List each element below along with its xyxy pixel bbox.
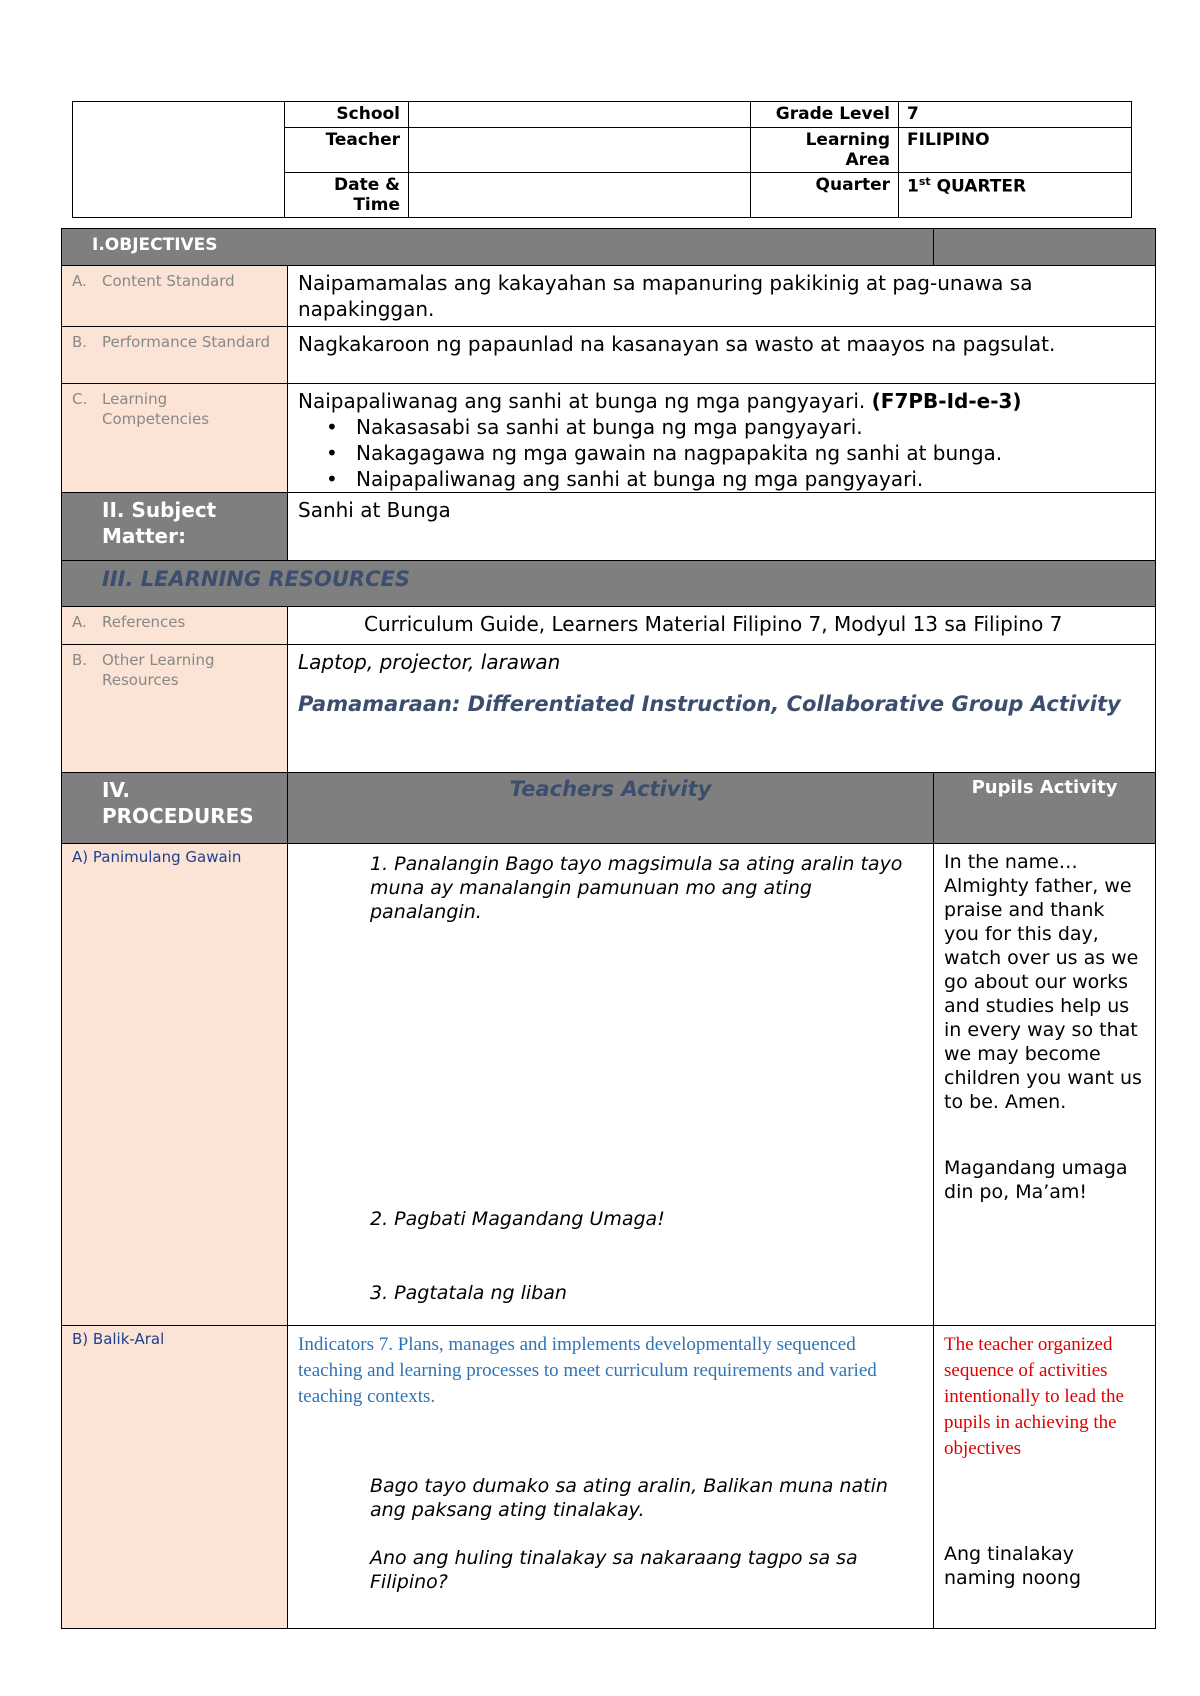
performance-standard-row: [62, 327, 1156, 384]
references-label: References: [102, 613, 186, 631]
content-standard-label: Content Standard: [102, 272, 235, 290]
pupil-prayer-text: In the name… Almighty father, we praise and thank you for this day, watch over us as we go about our works and studies help us in every way so that we may become children you want us to be. Amen.: [944, 851, 1142, 1113]
pupil-greeting-text: Magandang umaga din po, Ma’am!: [944, 1157, 1128, 1203]
other-resources-letter: B.: [72, 651, 88, 669]
panimulang-gawain-label: A) Panimulang Gawain: [72, 848, 242, 866]
learning-competencies-text: [288, 384, 1155, 414]
objectives-title: I.OBJECTIVES: [92, 235, 218, 255]
learning-resources-title: III. LEARNING RESOURCES: [102, 567, 410, 591]
performance-standard-letter: B.: [72, 333, 88, 351]
other-resources-text: Laptop, projector, larawan: [298, 650, 561, 674]
quarter-number: 1: [907, 176, 919, 197]
pupil-answer-text: Ang tinalakay naming noong: [944, 1543, 1082, 1589]
balik-aral-row: [62, 1326, 1156, 1629]
learning-competencies-letter: C.: [72, 390, 88, 408]
logo-cell: [73, 102, 285, 218]
performance-standard-label: Performance Standard: [102, 333, 271, 351]
school-field[interactable]: [409, 102, 751, 128]
panimulang-gawain-row: [62, 844, 1156, 1326]
content-standard-text: Naipamamalas ang kakayahan sa mapanuring pakikinig at pag-unawa sa napakinggan.: [298, 271, 1033, 321]
pupils-activity-header: Pupils Activity: [971, 777, 1118, 798]
learning-competencies-label: Learning Competencies: [102, 390, 210, 428]
content-standard-letter: A.: [72, 272, 87, 290]
teacher-label: Teacher: [285, 128, 409, 173]
learning-area-field[interactable]: FILIPINO: [899, 128, 1132, 173]
teacher-note-text: The teacher organized sequence of activities intentionally to lead the pupils in achieving the objectives: [944, 1334, 1124, 1459]
other-resources-label: Other Learning Resources: [102, 651, 215, 689]
competency-bullet: • Nakagagawa ng mga gawain na nagpapakita ng sanhi at bunga.: [356, 440, 1155, 466]
quarter-suffix: st: [918, 175, 931, 188]
references-letter: A.: [72, 613, 87, 631]
grade-level-label: Grade Level: [751, 102, 899, 128]
balik-aral-label: B) Balik-Aral: [72, 1330, 165, 1348]
quarter-word: QUARTER: [930, 176, 1027, 197]
indicator-text: Indicators 7. Plans, manages and implements developmentally sequenced teaching and learning processes to meet curriculum requirements and varied teaching contexts.: [298, 1334, 877, 1407]
grade-level-field[interactable]: 7: [899, 102, 1132, 128]
competency-code: (F7PB-Id-e-3): [871, 389, 1022, 413]
balik-aral-text-1: Bago tayo dumako sa ating aralin, Balikan muna natin ang paksang ating tinalakay.: [370, 1475, 888, 1521]
date-time-label: Date & Time: [285, 173, 409, 218]
method-text: Pamamaraan: Differentiated Instruction, Collaborative Group Activity: [298, 692, 1121, 716]
pagbati-text: 2. Pagbati Magandang Umaga!: [370, 1208, 665, 1230]
subject-matter-text: Sanhi at Bunga: [298, 498, 451, 522]
references-text: Curriculum Guide, Learners Material Filipino 7, Modyul 13 sa Filipino 7: [364, 612, 1063, 636]
performance-standard-text: Nagkakaroon ng papaunlad na kasanayan sa wasto at maayos na pagsulat.: [298, 332, 1056, 356]
competency-main: Naipapaliwanag ang sanhi at bunga ng mga pangyayari.: [298, 389, 872, 413]
objectives-header-row: [62, 229, 1156, 266]
other-resources-row: [62, 645, 1156, 773]
school-label: School: [285, 102, 409, 128]
quarter-label: Quarter: [751, 173, 899, 218]
panalangin-text: 1. Panalangin Bago tayo magsimula sa ating aralin tayo muna ay manalangin pamunuan mo ang ating panalangin.: [370, 853, 903, 923]
competency-list: [288, 414, 1155, 492]
balik-aral-text-2: Ano ang huling tinalakay sa nakaraang tagpo sa sa Filipino?: [370, 1547, 858, 1593]
content-standard-row: [62, 266, 1156, 327]
teacher-field[interactable]: [409, 128, 751, 173]
competency-bullet: • Naipapaliwanag ang sanhi at bunga ng mga pangyayari.: [356, 466, 1155, 492]
learning-resources-header-row: [62, 561, 1156, 607]
learning-competencies-row: [62, 384, 1156, 493]
subject-matter-row: [62, 493, 1156, 561]
procedures-title: IV. PROCEDURES: [102, 778, 254, 828]
teachers-activity-header: Teachers Activity: [509, 777, 712, 801]
lesson-plan-table: [61, 228, 1156, 1629]
subject-matter-title: II. Subject Matter:: [102, 498, 217, 548]
header-table: [72, 101, 1132, 218]
competency-bullet: • Nakasasabi sa sanhi at bunga ng mga pangyayari.: [356, 414, 1155, 440]
procedures-header-row: [62, 773, 1156, 844]
date-time-field[interactable]: [409, 173, 751, 218]
references-row: [62, 607, 1156, 645]
quarter-field[interactable]: [899, 173, 1132, 218]
learning-area-label: Learning Area: [751, 128, 899, 173]
pagtatala-text: 3. Pagtatala ng liban: [370, 1282, 567, 1304]
